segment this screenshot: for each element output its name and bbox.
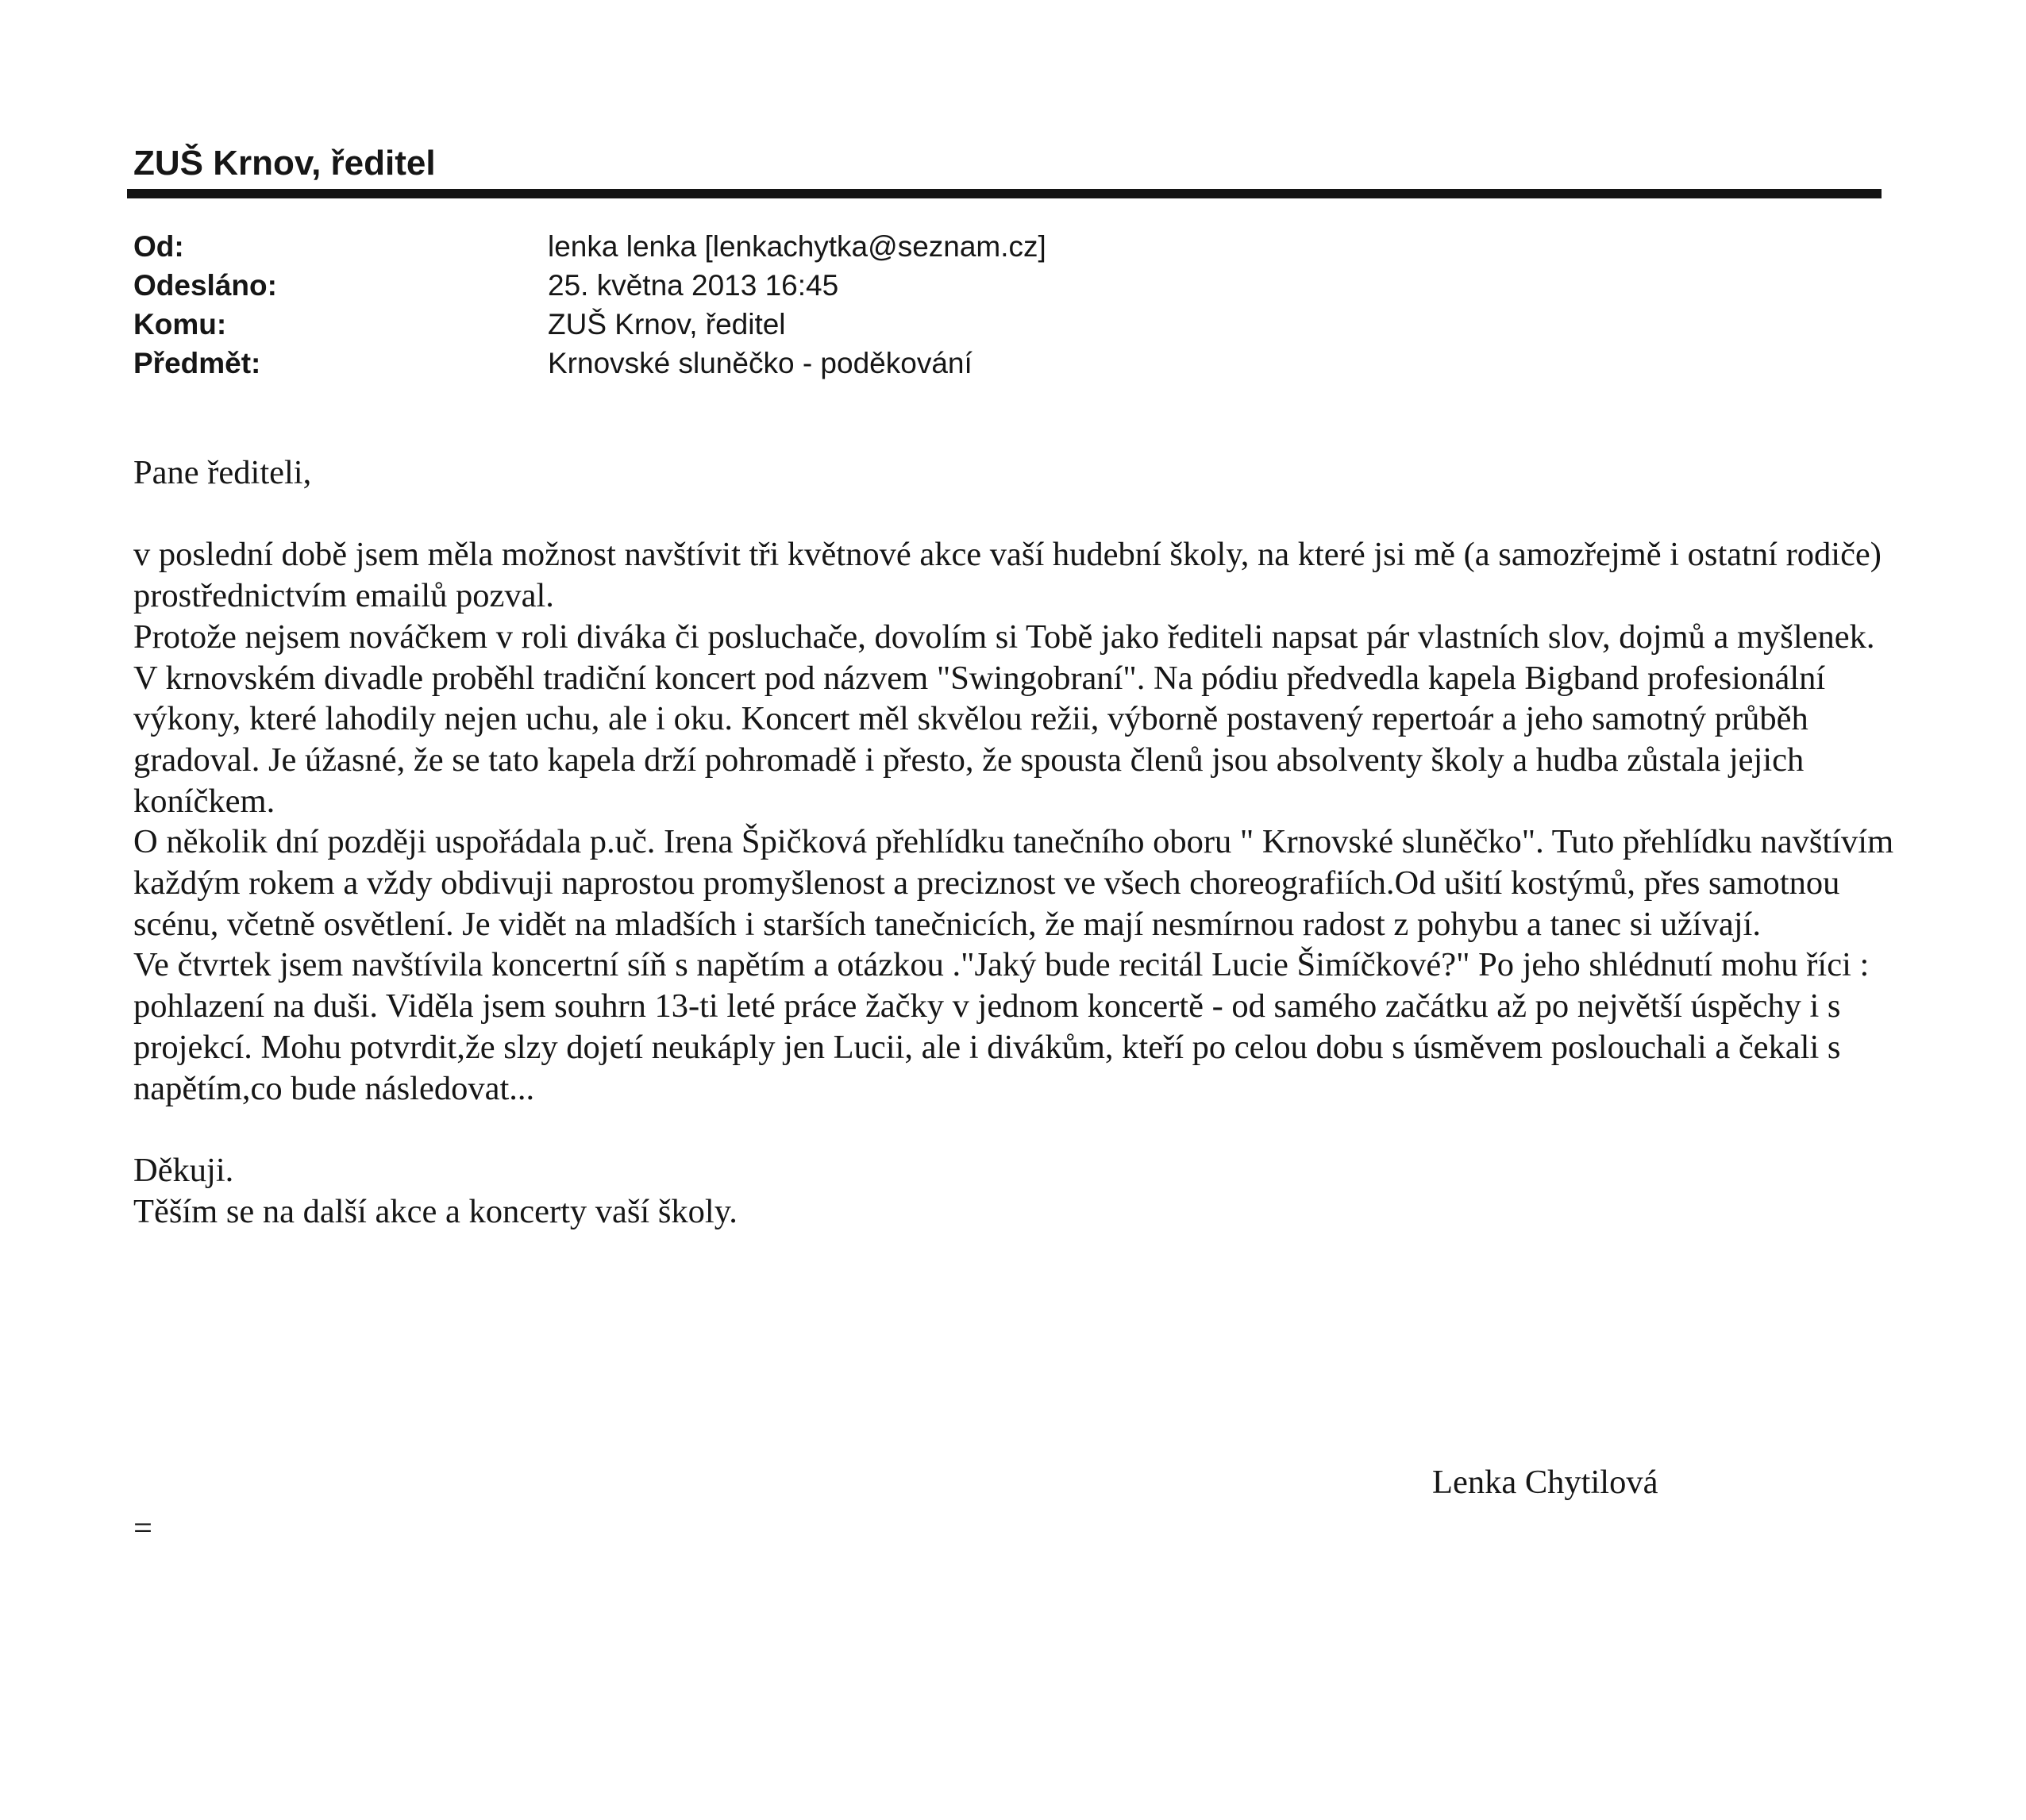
to-value: ZUŠ Krnov, ředitel [548,308,786,341]
paragraph-events-intro: v poslední době jsem měla možnost navštívit tři květnové akce vaší hudební školy, na které jsi mě (a samozřejmě i ostatní rodiče) prostřednictvím emailů pozval. [133,536,1882,615]
greeting: Pane řediteli, [133,454,312,491]
subject-value: Krnovské sluněčko - poděkování [548,347,973,379]
blank-line [133,1109,1904,1150]
heading-rule [127,189,1882,198]
signature: Lenka Chytilová [1432,1464,1658,1501]
blank-line [133,494,1904,535]
subject-label: Předmět: [133,347,261,379]
thanks-line: Děkuji. [133,1151,234,1189]
sent-value: 25. května 2013 16:45 [548,269,839,302]
trailing-mark: = [133,1510,152,1547]
paragraph-recital: Ve čtvrtek jsem navštívila koncertní síň s napětím a otázkou ."Jaký bude recitál Lucie Šimíčkové?" Po jeho shlédnutí mohu říci : pohlazení na duši. Viděla jsem souhrn 13-ti leté práce žačky v jednom koncertě - od samého začátku až po největší úspěchy i s projekcí. Mohu potvrdit,že slzy dojetí neukáply jen Lucii, ale i divákům, kteří po celou dobu s úsměvem poslouchali a čekali s napětím,co bude následovat... [133,946,1870,1107]
closing-line: Těším se na další akce a koncerty vaší školy. [133,1192,738,1230]
sent-label: Odesláno: [133,269,277,302]
from-value: lenka lenka [lenkachytka@seznam.cz] [548,230,1046,263]
paragraph-swingobrani: V krnovském divadle proběhl tradiční koncert pod názvem "Swingobraní". Na pódiu předvedla kapela Bigband profesionální výkony, které lahodily nejen uchu, ale i oku. Koncert měl skvělou režii, výborně postavený repertoár a jeho samotný průběh gradoval. Je úžasné, že se tato kapela drží pohromadě i přesto, že spousta členů jsou absolventy školy a hudba zůstala jejich koníčkem. [133,659,1826,820]
mailbox-owner-heading: ZUŠ Krnov, ředitel [133,144,436,183]
paragraph-dance-show: O několik dní později uspořádala p.uč. Irena Špičková přehlídku tanečního oboru " Krnovské sluněčko". Tuto přehlídku navštívím každým rokem a vždy obdivuji naprostou promyšlenost a preciznost ve všech choreografiích.Od ušití kostýmů, přes samotnou scénu, včetně osvětlení. Je vidět na mladších i starších tanečnicích, že mají nesmírnou radost z pohybu a tanec si užívají. [133,823,1894,943]
to-label: Komu: [133,308,227,341]
letter-body [133,452,1904,1232]
from-label: Od: [133,230,184,263]
paragraph-purpose: Protože nejsem nováčkem v roli diváka či posluchače, dovolím si Tobě jako řediteli napsat pár vlastních slov, dojmů a myšlenek. [133,618,1875,656]
